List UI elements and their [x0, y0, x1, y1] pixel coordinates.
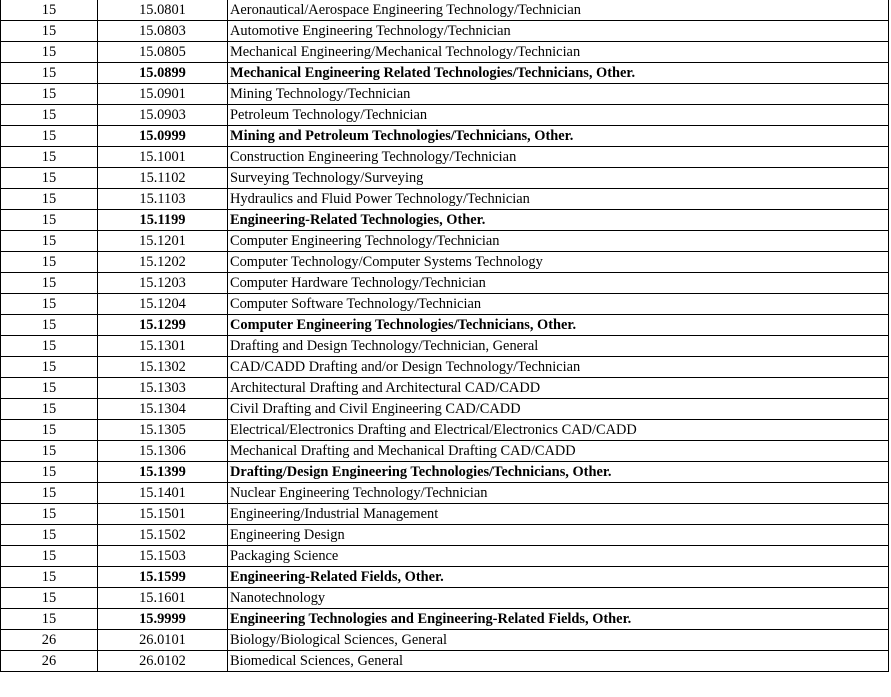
series-cell: 15	[1, 231, 98, 252]
cip-code-cell: 26.0102	[98, 651, 228, 672]
table-row	[1, 504, 889, 525]
program-title-cell: Engineering Technologies and Engineering-Related Fields, Other.	[228, 609, 889, 630]
series-cell: 15	[1, 147, 98, 168]
series-cell: 15	[1, 378, 98, 399]
table-row	[1, 147, 889, 168]
cip-code-cell: 15.0903	[98, 105, 228, 126]
table-row	[1, 252, 889, 273]
cip-code-cell: 15.0801	[98, 0, 228, 21]
series-cell: 15	[1, 21, 98, 42]
table-row	[1, 42, 889, 63]
program-title-cell: Mining and Petroleum Technologies/Technicians, Other.	[228, 126, 889, 147]
table-row	[1, 462, 889, 483]
cip-code-cell: 15.1299	[98, 315, 228, 336]
cip-code-cell: 15.1102	[98, 168, 228, 189]
series-cell: 15	[1, 525, 98, 546]
cip-code-cell: 15.0803	[98, 21, 228, 42]
program-title-cell: Engineering-Related Fields, Other.	[228, 567, 889, 588]
table-row	[1, 525, 889, 546]
cip-code-cell: 15.1202	[98, 252, 228, 273]
program-title-cell: Computer Technology/Computer Systems Technology	[228, 252, 889, 273]
table-row	[1, 378, 889, 399]
program-title-cell: Mechanical Engineering/Mechanical Technology/Technician	[228, 42, 889, 63]
table-row	[1, 588, 889, 609]
table-row	[1, 609, 889, 630]
program-title-cell: Packaging Science	[228, 546, 889, 567]
cip-code-cell: 15.1203	[98, 273, 228, 294]
series-cell: 15	[1, 126, 98, 147]
series-cell: 15	[1, 315, 98, 336]
series-cell: 15	[1, 105, 98, 126]
program-title-cell: CAD/CADD Drafting and/or Design Technology/Technician	[228, 357, 889, 378]
cip-code-cell: 15.1201	[98, 231, 228, 252]
cip-code-cell: 15.1303	[98, 378, 228, 399]
program-title-cell: Mechanical Drafting and Mechanical Drafting CAD/CADD	[228, 441, 889, 462]
program-title-cell: Engineering/Industrial Management	[228, 504, 889, 525]
cip-code-cell: 15.1199	[98, 210, 228, 231]
cip-code-cell: 15.0805	[98, 42, 228, 63]
program-title-cell: Aeronautical/Aerospace Engineering Technology/Technician	[228, 0, 889, 21]
program-title-cell: Mining Technology/Technician	[228, 84, 889, 105]
program-title-cell: Nanotechnology	[228, 588, 889, 609]
table-row	[1, 0, 889, 21]
cip-code-cell: 15.1304	[98, 399, 228, 420]
table-row	[1, 84, 889, 105]
series-cell: 15	[1, 294, 98, 315]
program-title-cell: Computer Software Technology/Technician	[228, 294, 889, 315]
table-row	[1, 651, 889, 672]
table-row	[1, 483, 889, 504]
series-cell: 15	[1, 567, 98, 588]
table-row	[1, 441, 889, 462]
cip-code-cell: 15.1399	[98, 462, 228, 483]
program-title-cell: Engineering Design	[228, 525, 889, 546]
cip-code-cell: 15.1103	[98, 189, 228, 210]
cip-code-cell: 15.1302	[98, 357, 228, 378]
table-row	[1, 126, 889, 147]
series-cell: 15	[1, 63, 98, 84]
cip-code-cell: 15.1204	[98, 294, 228, 315]
table-row	[1, 630, 889, 651]
series-cell: 15	[1, 504, 98, 525]
program-title-cell: Drafting and Design Technology/Technician, General	[228, 336, 889, 357]
table-row	[1, 21, 889, 42]
table-row	[1, 168, 889, 189]
program-title-cell: Civil Drafting and Civil Engineering CAD/CADD	[228, 399, 889, 420]
table-row	[1, 420, 889, 441]
program-title-cell: Nuclear Engineering Technology/Technician	[228, 483, 889, 504]
series-cell: 15	[1, 462, 98, 483]
series-cell: 15	[1, 399, 98, 420]
series-cell: 15	[1, 168, 98, 189]
cip-code-cell: 15.1599	[98, 567, 228, 588]
cip-code-cell: 15.1306	[98, 441, 228, 462]
program-title-cell: Electrical/Electronics Drafting and Electrical/Electronics CAD/CADD	[228, 420, 889, 441]
cip-code-cell: 15.1501	[98, 504, 228, 525]
series-cell: 15	[1, 189, 98, 210]
program-title-cell: Computer Engineering Technologies/Technicians, Other.	[228, 315, 889, 336]
program-title-cell: Engineering-Related Technologies, Other.	[228, 210, 889, 231]
series-cell: 15	[1, 210, 98, 231]
program-title-cell: Computer Hardware Technology/Technician	[228, 273, 889, 294]
table-row	[1, 63, 889, 84]
table-row	[1, 315, 889, 336]
series-cell: 15	[1, 84, 98, 105]
series-cell: 15	[1, 336, 98, 357]
cip-code-cell: 15.1301	[98, 336, 228, 357]
cip-code-cell: 15.0999	[98, 126, 228, 147]
series-cell: 15	[1, 609, 98, 630]
table-row	[1, 567, 889, 588]
cip-code-cell: 15.1502	[98, 525, 228, 546]
series-cell: 15	[1, 273, 98, 294]
table-row	[1, 294, 889, 315]
series-cell: 15	[1, 0, 98, 21]
program-title-cell: Construction Engineering Technology/Technician	[228, 147, 889, 168]
table-row	[1, 399, 889, 420]
table-row	[1, 105, 889, 126]
series-cell: 15	[1, 588, 98, 609]
table-row	[1, 357, 889, 378]
program-title-cell: Automotive Engineering Technology/Technician	[228, 21, 889, 42]
cip-code-cell: 15.0899	[98, 63, 228, 84]
cip-code-cell: 26.0101	[98, 630, 228, 651]
cip-code-cell: 15.1503	[98, 546, 228, 567]
table-row	[1, 336, 889, 357]
program-title-cell: Biology/Biological Sciences, General	[228, 630, 889, 651]
program-title-cell: Biomedical Sciences, General	[228, 651, 889, 672]
series-cell: 15	[1, 252, 98, 273]
series-cell: 15	[1, 357, 98, 378]
cip-code-cell: 15.0901	[98, 84, 228, 105]
series-cell: 26	[1, 630, 98, 651]
cip-code-cell: 15.1305	[98, 420, 228, 441]
table-row	[1, 189, 889, 210]
cip-code-cell: 15.9999	[98, 609, 228, 630]
series-cell: 15	[1, 42, 98, 63]
program-title-cell: Drafting/Design Engineering Technologies/Technicians, Other.	[228, 462, 889, 483]
table-row	[1, 546, 889, 567]
table-row	[1, 231, 889, 252]
table-row	[1, 210, 889, 231]
series-cell: 26	[1, 651, 98, 672]
cip-code-table-body	[1, 0, 889, 672]
series-cell: 15	[1, 483, 98, 504]
cip-code-cell: 15.1601	[98, 588, 228, 609]
series-cell: 15	[1, 441, 98, 462]
program-title-cell: Surveying Technology/Surveying	[228, 168, 889, 189]
cip-code-cell: 15.1001	[98, 147, 228, 168]
table-row	[1, 273, 889, 294]
series-cell: 15	[1, 420, 98, 441]
program-title-cell: Mechanical Engineering Related Technologies/Technicians, Other.	[228, 63, 889, 84]
program-title-cell: Computer Engineering Technology/Technician	[228, 231, 889, 252]
program-title-cell: Hydraulics and Fluid Power Technology/Technician	[228, 189, 889, 210]
series-cell: 15	[1, 546, 98, 567]
program-title-cell: Petroleum Technology/Technician	[228, 105, 889, 126]
cip-code-cell: 15.1401	[98, 483, 228, 504]
program-title-cell: Architectural Drafting and Architectural CAD/CADD	[228, 378, 889, 399]
